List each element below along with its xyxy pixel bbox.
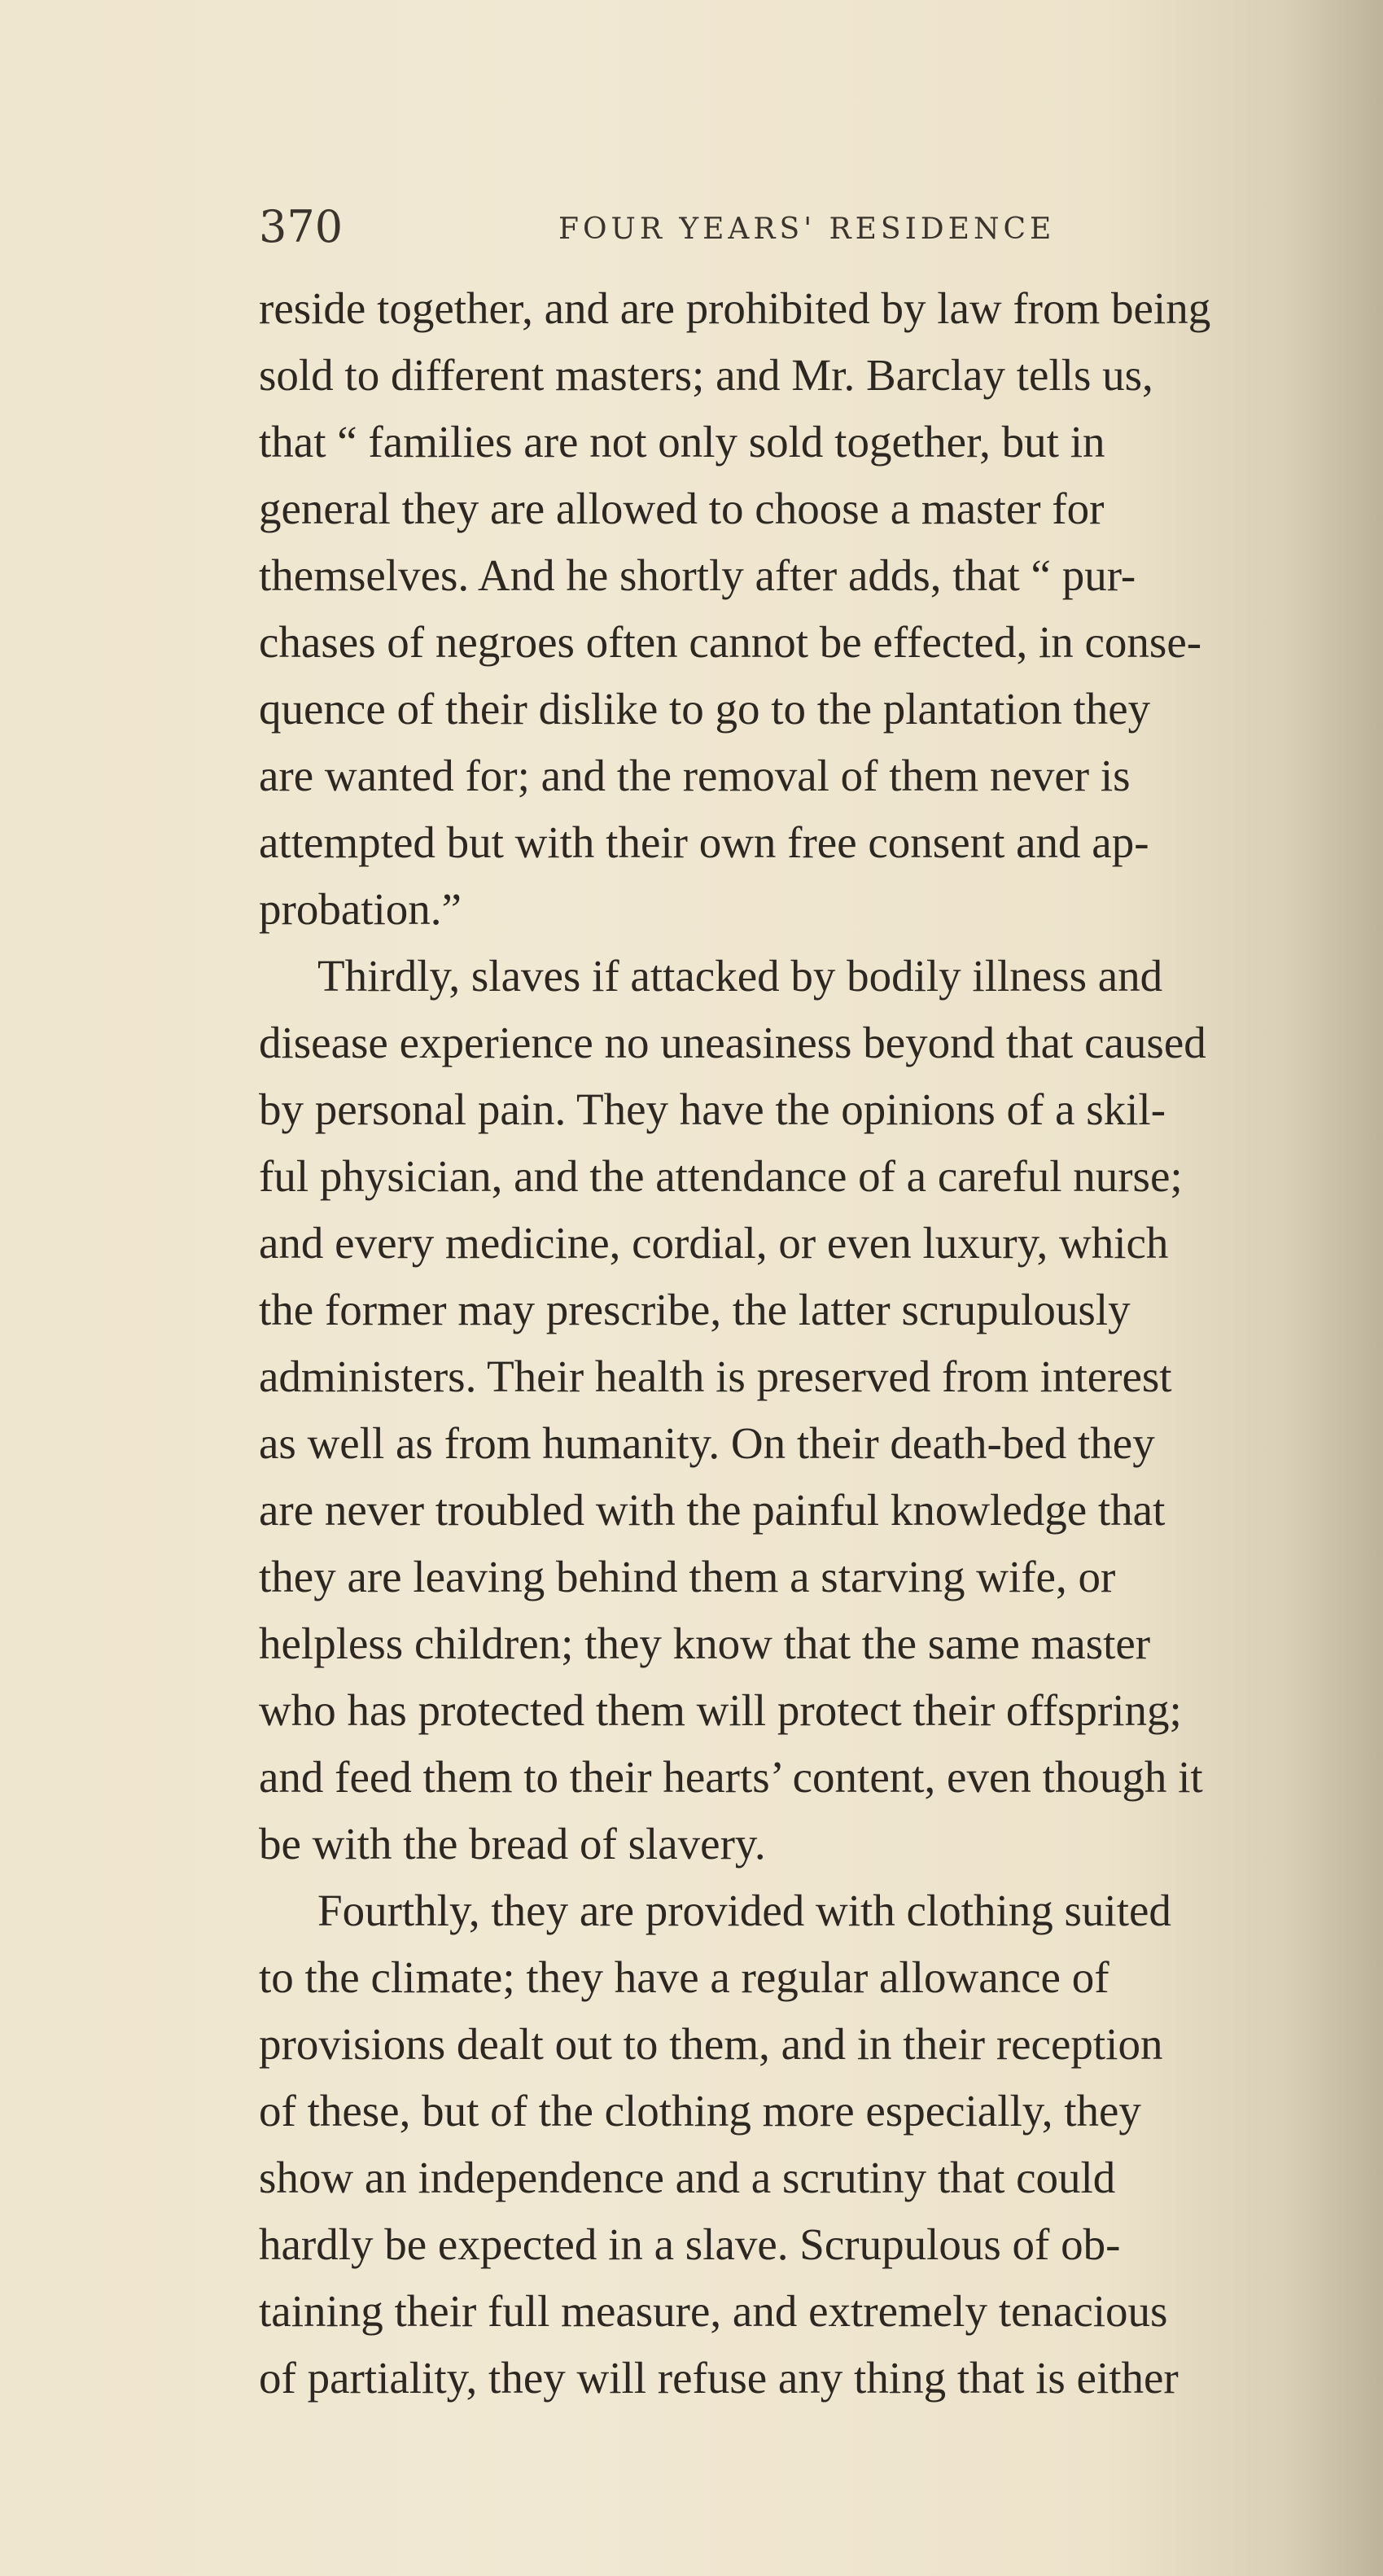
text-line: themselves. And he shortly after adds, that “ pur- bbox=[259, 550, 1136, 600]
text-line: to the climate; they have a regular allowance of bbox=[259, 1952, 1109, 2002]
text-line: helpless children; they know that the same master bbox=[259, 1619, 1151, 1668]
page-number: 370 bbox=[259, 201, 344, 252]
text-line: attempted but with their own free consent and ap- bbox=[259, 817, 1149, 867]
text-line: and feed them to their hearts’ content, even though it bbox=[259, 1752, 1203, 1802]
text-line: that “ families are not only sold together, but in bbox=[259, 417, 1105, 467]
text-line: quence of their dislike to go to the plantation they bbox=[259, 684, 1151, 734]
text-line: as well as from humanity. On their death-bed they bbox=[259, 1418, 1155, 1468]
text-line: and every medicine, cordial, or even luxury, which bbox=[259, 1218, 1169, 1268]
paragraph-start-line: Thirdly, slaves if attacked by bodily illness and bbox=[317, 951, 1163, 1001]
page-header bbox=[259, 199, 1089, 256]
text-line: are wanted for; and the removal of them never is bbox=[259, 751, 1131, 800]
text-line: hardly be expected in a slave. Scrupulous of ob- bbox=[259, 2219, 1121, 2269]
text-line: ful physician, and the attendance of a careful nurse; bbox=[259, 1151, 1183, 1201]
paragraph-start-line: Fourthly, they are provided with clothing suited bbox=[317, 1886, 1171, 1935]
text-line: disease experience no uneasiness beyond that caused bbox=[259, 1018, 1206, 1067]
text-line: general they are allowed to choose a master for bbox=[259, 484, 1105, 533]
text-line: chases of negroes often cannot be effected, in conse- bbox=[259, 617, 1202, 667]
text-line: probation.” bbox=[259, 884, 462, 934]
text-line: of partiality, they will refuse any thing that is either bbox=[259, 2353, 1179, 2403]
text-line: they are leaving behind them a starving wife, or bbox=[259, 1552, 1116, 1601]
text-line: who has protected them will protect their offspring; bbox=[259, 1685, 1182, 1735]
body-text bbox=[259, 275, 1350, 2412]
running-title: FOUR YEARS' RESIDENCE bbox=[558, 212, 1056, 246]
text-line: be with the bread of slavery. bbox=[259, 1819, 766, 1868]
text-line: by personal pain. They have the opinions of a skil- bbox=[259, 1084, 1166, 1134]
text-line: of these, but of the clothing more especially, they bbox=[259, 2086, 1141, 2136]
text-line: are never troubled with the painful knowledge that bbox=[259, 1485, 1166, 1535]
text-line: the former may prescribe, the latter scrupulously bbox=[259, 1285, 1131, 1334]
text-line: show an independence and a scrutiny that could bbox=[259, 2153, 1116, 2202]
text-line: taining their full measure, and extremely tenacious bbox=[259, 2286, 1168, 2336]
text-line: administers. Their health is preserved from interest bbox=[259, 1352, 1172, 1401]
text-line: reside together, and are prohibited by law from being bbox=[259, 283, 1211, 333]
text-line: provisions dealt out to them, and in their reception bbox=[259, 2019, 1163, 2069]
text-line: sold to different masters; and Mr. Barclay tells us, bbox=[259, 350, 1153, 400]
